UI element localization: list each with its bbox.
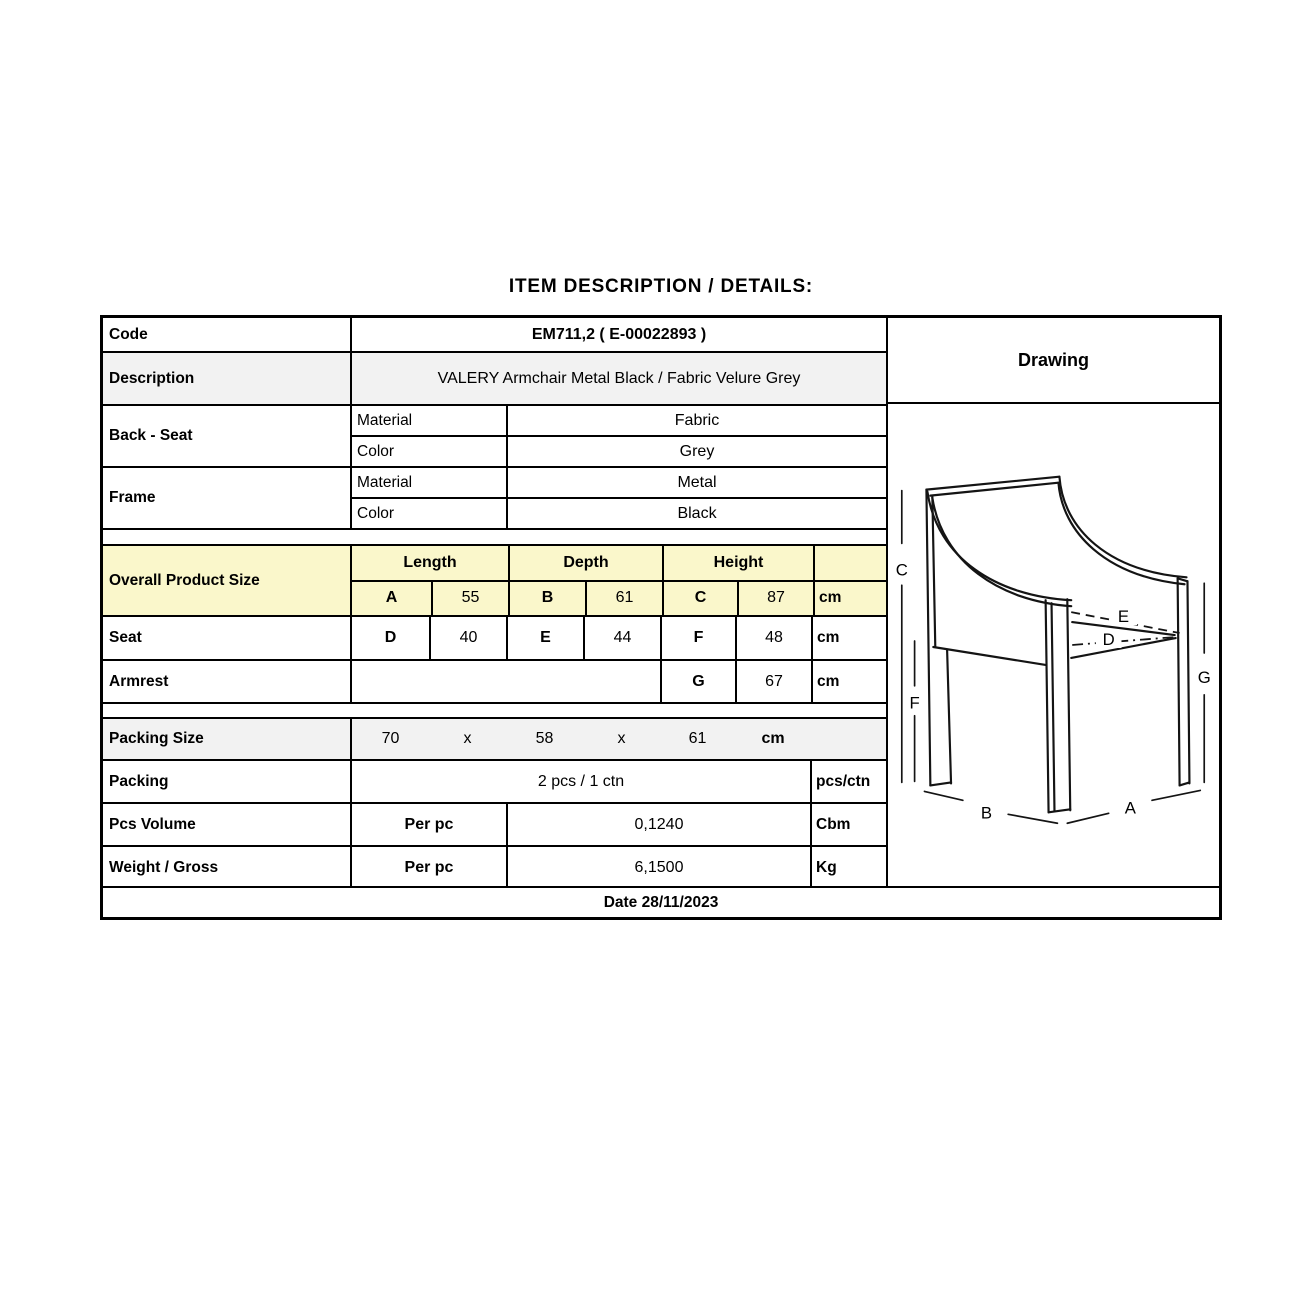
table-left-section	[103, 318, 886, 886]
frame-subtable	[350, 468, 886, 528]
pcs-volume-per: Per pc	[350, 804, 506, 845]
packing-size-l: 70	[350, 719, 429, 759]
dim-label-e: E	[1117, 607, 1130, 627]
description-value: VALERY Armchair Metal Black / Fabric Velure Grey	[350, 353, 886, 404]
dim-letter-b: B	[508, 582, 585, 616]
armrest-unit: cm	[811, 661, 886, 702]
dim-letter-e: E	[506, 617, 583, 659]
row-back-seat	[103, 404, 886, 466]
drawing-column	[886, 318, 1219, 886]
dim-label-d: D	[1102, 629, 1115, 650]
dim-value-e: 44	[583, 617, 660, 659]
material-value: Metal	[506, 468, 886, 497]
row-weight-gross	[103, 845, 886, 888]
spacer-row	[103, 702, 886, 717]
size-unit: cm	[813, 582, 886, 616]
drawing-area	[888, 404, 1219, 886]
armchair-technical-drawing	[888, 404, 1219, 886]
row-pcs-volume	[103, 802, 886, 845]
row-overall-size	[103, 544, 886, 615]
dim-letter-a: A	[352, 582, 431, 616]
dim-letter-c: C	[662, 582, 737, 616]
table-main	[103, 318, 1219, 886]
overall-size-label: Overall Product Size	[103, 546, 350, 615]
size-header-row	[352, 546, 886, 580]
frame-material-row	[352, 468, 886, 497]
code-value: EM711,2 ( E-00022893 )	[350, 318, 886, 351]
color-value: Grey	[506, 437, 886, 466]
dim-value-f: 48	[735, 617, 811, 659]
dim-value-g: 67	[735, 661, 811, 702]
seat-label: Seat	[109, 629, 142, 646]
size-values-row	[352, 580, 886, 616]
size-header-empty	[813, 546, 886, 580]
dim-value-d: 40	[429, 617, 506, 659]
color-label: Color	[357, 504, 395, 522]
back-seat-color-row	[352, 435, 886, 466]
row-armrest	[103, 659, 886, 702]
overall-size-subtable	[350, 546, 886, 615]
dim-value-a: 55	[431, 582, 508, 616]
color-value: Black	[506, 499, 886, 528]
weight-gross-per: Per pc	[350, 847, 506, 888]
armrest-empty	[350, 661, 660, 702]
date-value: Date 28/11/2023	[603, 893, 719, 911]
row-packing-size	[103, 717, 886, 759]
material-label: Material	[357, 411, 413, 429]
weight-gross-label: Weight / Gross	[109, 858, 219, 876]
packing-size-w: 58	[535, 730, 554, 747]
packing-size-empty	[811, 719, 886, 759]
weight-gross-value: 6,1500	[506, 847, 810, 888]
row-frame	[103, 466, 886, 528]
description-label: Description	[103, 353, 350, 404]
dim-value-c: 87	[737, 582, 813, 616]
back-seat-label: Back - Seat	[109, 427, 193, 444]
color-label: Color	[357, 442, 395, 460]
packing-unit: pcs/ctn	[810, 761, 886, 802]
dim-letter-f: F	[660, 617, 735, 659]
dim-label-f: F	[909, 693, 920, 713]
packing-label: Packing	[109, 772, 169, 790]
row-packing	[103, 759, 886, 802]
weight-gross-unit: Kg	[810, 847, 886, 888]
dim-letter-d: D	[350, 617, 429, 659]
packing-size-x1: x	[463, 730, 472, 747]
row-code	[103, 318, 886, 351]
back-seat-material-row	[352, 406, 886, 435]
frame-label: Frame	[109, 489, 156, 506]
dim-label-g: G	[1197, 667, 1211, 687]
dim-label-a: A	[1124, 798, 1136, 818]
material-value: Fabric	[506, 406, 886, 435]
frame-color-row	[352, 497, 886, 528]
packing-size-label: Packing Size	[109, 730, 204, 747]
back-seat-subtable	[350, 406, 886, 466]
packing-size-unit: cm	[761, 730, 785, 747]
drawing-header: Drawing	[888, 318, 1219, 404]
dim-label-c: C	[895, 560, 908, 580]
date-row	[103, 886, 1219, 917]
pcs-volume-label: Pcs Volume	[109, 815, 196, 833]
packing-value: 2 pcs / 1 ctn	[350, 761, 810, 802]
depth-header: Depth	[508, 546, 662, 580]
height-header: Height	[662, 546, 813, 580]
dim-label-b: B	[980, 803, 993, 823]
dim-value-b: 61	[585, 582, 662, 616]
pcs-volume-value: 0,1240	[506, 804, 810, 845]
length-header: Length	[352, 546, 508, 580]
code-label: Code	[109, 325, 148, 343]
material-label: Material	[357, 473, 413, 491]
packing-size-h: 61	[688, 730, 707, 747]
seat-unit: cm	[811, 617, 886, 659]
chair-outline	[926, 477, 1189, 813]
spec-table	[100, 315, 1222, 920]
row-seat	[103, 615, 886, 659]
row-description	[103, 351, 886, 404]
spacer-row	[103, 528, 886, 544]
dim-letter-g: G	[660, 661, 735, 702]
page-title: ITEM DESCRIPTION / DETAILS:	[508, 276, 814, 297]
packing-size-x2: x	[617, 730, 626, 747]
pcs-volume-unit: Cbm	[810, 804, 886, 845]
armrest-label: Armrest	[109, 672, 169, 690]
